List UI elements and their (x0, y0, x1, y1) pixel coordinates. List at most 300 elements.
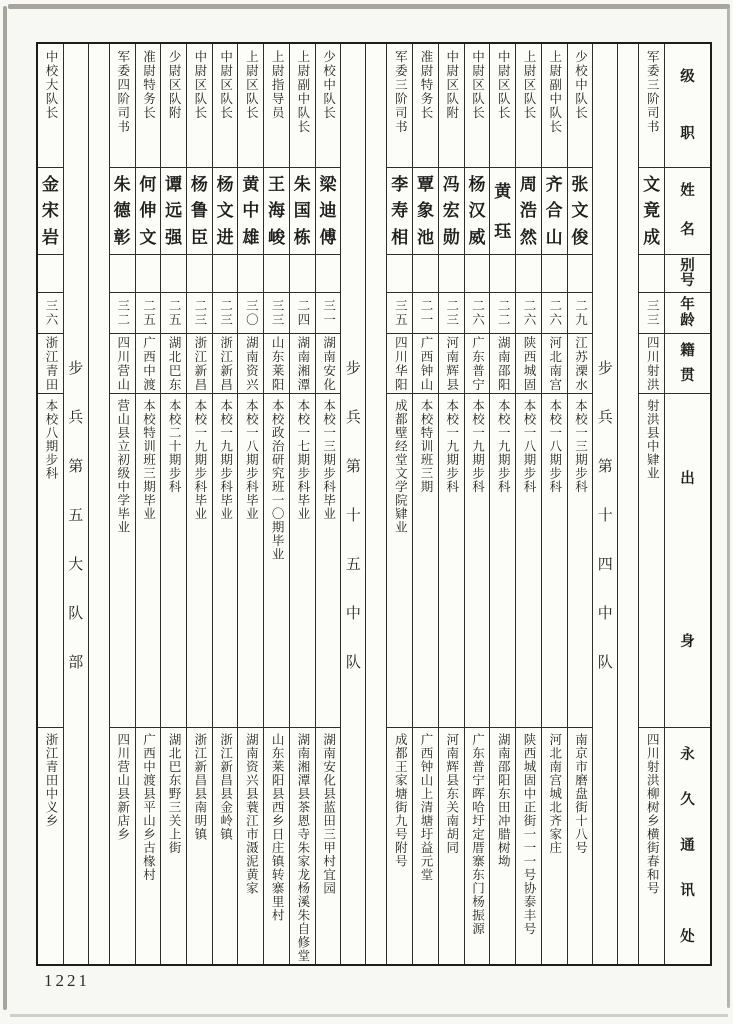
alias-cell (568, 255, 593, 293)
name-cell-char: 海 (268, 201, 286, 221)
address-cell-text: 浙江新昌县金岭镇 (218, 733, 233, 841)
alias-cell (136, 255, 161, 293)
rank-cell (413, 44, 438, 168)
header-permanent-address-char: 讯 (680, 883, 695, 900)
name-cell-char: 寿 (391, 201, 409, 221)
rank-cell (316, 44, 341, 168)
spacer-cell (89, 44, 109, 964)
name-cell (387, 168, 412, 255)
name-cell-char: 梁 (319, 174, 337, 194)
education-cell (490, 394, 515, 728)
scan-edge-left (3, 6, 7, 1010)
native-place-cell (238, 334, 263, 394)
address-cell-text: 四川营山县新店乡 (115, 733, 130, 841)
education-cell-text: 本校一三期步科毕业 (321, 399, 336, 521)
education-cell (136, 394, 161, 728)
rank-cell-text: 准尉特务长 (419, 50, 434, 120)
name-cell-char: 文 (571, 201, 589, 221)
native-place-cell-text: 湖南湘潭 (295, 336, 310, 392)
age-cell-text: 二九 (573, 299, 588, 327)
native-place-cell (439, 334, 464, 394)
native-place-cell (264, 334, 289, 394)
native-place-cell (465, 334, 490, 394)
education-cell (290, 394, 315, 728)
address-cell-text: 南京市磨盘街十八号 (573, 733, 588, 855)
section-title-char: 五 (68, 508, 84, 524)
education-cell (639, 394, 664, 728)
name-cell-char: 峻 (268, 228, 286, 248)
address-cell (110, 728, 135, 964)
name-cell (516, 168, 541, 255)
name-cell-char: 朱 (113, 174, 131, 194)
section-title-char: 十 (597, 508, 613, 524)
rank-cell (568, 44, 593, 168)
education-cell-text: 本校一八期步科 (547, 399, 562, 494)
address-cell (187, 728, 212, 964)
rank-cell-text: 中尉区队长 (470, 50, 485, 120)
section-column (340, 44, 365, 964)
header-age-char: 龄 (680, 312, 695, 329)
section-title-char: 中 (597, 606, 613, 622)
name-cell-char: 强 (165, 228, 183, 248)
name-cell-char: 何 (139, 174, 157, 194)
address-cell (413, 728, 438, 964)
age-cell (213, 293, 238, 334)
name-cell-char: 汉 (468, 201, 486, 221)
name-cell-char: 鲁 (190, 201, 208, 221)
education-cell-text: 射洪县中肄业 (645, 399, 660, 480)
section-title-char: 十 (345, 508, 361, 524)
header-background-char: 身 (680, 633, 695, 650)
person-column (160, 44, 186, 964)
address-cell-text: 湖南邵阳东田冲腊树坳 (496, 733, 511, 868)
header-native-place (665, 334, 710, 394)
rank-cell-text: 军委四阶司书 (115, 50, 130, 134)
rank-cell-text: 军委三阶司书 (645, 50, 660, 134)
name-cell-char: 珏 (494, 221, 512, 241)
name-cell (413, 168, 438, 255)
alias-cell (542, 255, 567, 293)
education-cell (568, 394, 593, 728)
header-alias-char: 别 (680, 258, 695, 274)
alias-cell (38, 255, 63, 293)
rank-cell (465, 44, 490, 168)
header-permanent-address-char: 久 (680, 792, 695, 809)
age-cell-text: 三六 (43, 299, 58, 327)
native-place-cell-text: 浙江新昌 (218, 336, 233, 392)
education-cell-text: 本校特训班三期 (419, 399, 434, 494)
age-cell (568, 293, 593, 334)
section-title-char: 兵 (68, 410, 84, 426)
address-cell (542, 728, 567, 964)
native-place-cell-text: 四川射洪 (645, 336, 660, 392)
age-cell-text: 二一 (419, 299, 434, 327)
header-native-place-char: 籍 (680, 342, 695, 359)
age-cell (387, 293, 412, 334)
education-cell (264, 394, 289, 728)
name-cell-char: 宋 (41, 201, 59, 221)
rank-cell (187, 44, 212, 168)
name-cell-char: 栋 (293, 228, 311, 248)
header-alias-char: 号 (680, 272, 695, 289)
age-cell-text: 二五 (141, 299, 156, 327)
education-cell (439, 394, 464, 728)
address-cell (238, 728, 263, 964)
rank-cell (213, 44, 238, 168)
alias-cell (516, 255, 541, 293)
name-cell-char: 谭 (165, 174, 183, 194)
name-cell-char: 彰 (113, 228, 131, 248)
header-rank-char: 级 (680, 68, 695, 85)
section-title-char: 大 (68, 557, 84, 573)
address-cell (639, 728, 664, 964)
education-cell-text: 成都壁经堂文学院肄业 (393, 399, 408, 534)
native-place-cell-text: 河南辉县 (444, 336, 459, 392)
native-place-cell-text: 江苏溧水 (573, 336, 588, 392)
native-place-cell (110, 334, 135, 394)
native-place-cell (316, 334, 341, 394)
person-column (263, 44, 289, 964)
age-cell-text: 三三 (645, 299, 660, 327)
age-cell (264, 293, 289, 334)
education-cell-text: 本校一八期步科 (521, 399, 536, 494)
name-cell-char: 然 (519, 228, 537, 248)
spacer-column (365, 44, 386, 964)
education-cell-text: 本校八期步科 (43, 399, 58, 480)
age-cell (490, 293, 515, 334)
address-cell (439, 728, 464, 964)
rank-cell-text: 中尉区队长 (496, 50, 511, 120)
age-cell-text: 三五 (393, 299, 408, 327)
education-cell (110, 394, 135, 728)
name-cell (161, 168, 186, 255)
header-native-place-char: 贯 (680, 368, 695, 384)
name-cell (213, 168, 238, 255)
name-cell-char: 冯 (442, 174, 460, 194)
section-title-char: 兵 (345, 410, 361, 426)
name-cell-char: 臣 (190, 228, 208, 248)
rank-cell (110, 44, 135, 168)
address-cell-text: 广东普宁晖哈圩定厝寨东门杨振源 (470, 733, 485, 936)
address-cell-text: 成都王家塘街九号附号 (393, 733, 408, 868)
person-column (438, 44, 464, 964)
header-age (665, 293, 710, 334)
age-cell (38, 293, 63, 334)
address-cell-text: 河北南宫城北齐家庄 (547, 733, 562, 855)
native-place-cell-text: 浙江青田 (43, 336, 58, 392)
address-cell-text: 湖南安化县蓝田三甲村宜园 (321, 733, 336, 895)
section-title-char: 队 (597, 655, 613, 671)
person-column (289, 44, 315, 964)
section-title (593, 44, 617, 964)
education-cell (187, 394, 212, 728)
age-cell (290, 293, 315, 334)
name-cell-char: 浩 (519, 201, 537, 221)
native-place-cell-text: 湖南邵阳 (496, 336, 511, 392)
address-cell-text: 广西中渡县平山乡古椽村 (141, 733, 156, 882)
address-cell (316, 728, 341, 964)
header-permanent-address-char: 通 (680, 837, 695, 854)
spacer-column (617, 44, 638, 964)
name-cell-char: 相 (391, 228, 409, 248)
rank-cell-text: 上尉区队长 (244, 50, 259, 120)
name-cell (542, 168, 567, 255)
name-cell-char: 山 (545, 228, 563, 248)
name-cell (639, 168, 664, 255)
native-place-cell-text: 湖北巴东 (167, 336, 182, 392)
native-place-cell-text: 四川营山 (115, 336, 130, 392)
person-column (109, 44, 135, 964)
alias-cell (187, 255, 212, 293)
address-cell (387, 728, 412, 964)
name-cell (110, 168, 135, 255)
section-title (341, 44, 365, 964)
name-cell (439, 168, 464, 255)
native-place-cell-text: 陕西城固 (521, 336, 536, 392)
name-cell-char: 覃 (416, 174, 434, 194)
native-place-cell (136, 334, 161, 394)
header-age-char: 年 (680, 296, 695, 313)
rank-cell-text: 上尉副中队长 (547, 50, 562, 134)
rank-cell (639, 44, 664, 168)
person-column (464, 44, 490, 964)
rank-cell-text: 中尉区队长 (192, 50, 207, 120)
age-cell-text: 二三 (218, 299, 233, 327)
age-cell (413, 293, 438, 334)
name-cell-char: 中 (242, 201, 260, 221)
age-cell (439, 293, 464, 334)
name-cell-char: 象 (416, 201, 434, 221)
age-cell (465, 293, 490, 334)
native-place-cell (516, 334, 541, 394)
person-column (489, 44, 515, 964)
address-cell-text: 湖北巴东野三关上街 (167, 733, 182, 855)
education-cell-text: 本校二十期步科 (167, 399, 182, 494)
rank-cell-text: 准尉特务长 (141, 50, 156, 120)
education-cell-text: 本校政治研究班一〇期毕业 (270, 399, 285, 561)
rank-cell-text: 中尉区队长 (218, 50, 233, 120)
header-name (665, 168, 710, 255)
rank-cell (38, 44, 63, 168)
name-cell-char: 国 (293, 201, 311, 221)
education-cell-text: 本校一九期步科毕业 (192, 399, 207, 521)
name-cell-char: 德 (113, 201, 131, 221)
age-cell (316, 293, 341, 334)
person-column (567, 44, 593, 964)
person-column (638, 44, 664, 964)
section-title-char: 五 (345, 557, 361, 573)
name-cell (568, 168, 593, 255)
age-cell-text: 二三 (192, 299, 207, 327)
person-column (186, 44, 212, 964)
age-cell (187, 293, 212, 334)
native-place-cell (568, 334, 593, 394)
person-column (38, 44, 63, 964)
rank-cell (238, 44, 263, 168)
rank-cell (439, 44, 464, 168)
spacer-cell (366, 44, 386, 964)
header-column (664, 44, 710, 964)
section-title-char: 第 (345, 459, 361, 475)
roster-table (36, 42, 712, 966)
header-name-char: 姓 (680, 183, 695, 200)
age-cell-text: 二二 (496, 299, 511, 327)
rank-cell-text: 军委三阶司书 (393, 50, 408, 134)
section-title-char: 部 (68, 655, 84, 671)
rank-cell (490, 44, 515, 168)
age-cell (110, 293, 135, 334)
age-cell (136, 293, 161, 334)
person-column (412, 44, 438, 964)
address-cell (161, 728, 186, 964)
name-cell-char: 金 (41, 174, 59, 194)
address-cell-text: 山东莱阳县西乡日庄镇转寨里村 (270, 733, 285, 922)
age-cell-text: 二四 (295, 299, 310, 327)
section-title-char: 第 (68, 459, 84, 475)
name-cell-char: 池 (416, 228, 434, 248)
native-place-cell-text: 湖南资兴 (244, 336, 259, 392)
name-cell (187, 168, 212, 255)
alias-cell (161, 255, 186, 293)
native-place-cell (161, 334, 186, 394)
address-cell-text: 陕西城固中正街一一一号协泰丰号 (521, 733, 536, 936)
name-cell-char: 张 (571, 174, 589, 194)
education-cell (413, 394, 438, 728)
name-cell-char: 伸 (139, 201, 157, 221)
rank-cell (161, 44, 186, 168)
native-place-cell-text: 湖南安化 (321, 336, 336, 392)
person-column (515, 44, 541, 964)
age-cell-text: 三二 (115, 299, 130, 327)
name-cell (316, 168, 341, 255)
rank-cell (136, 44, 161, 168)
alias-cell (490, 255, 515, 293)
native-place-cell (187, 334, 212, 394)
alias-cell (316, 255, 341, 293)
education-cell-text: 本校一九期步科 (496, 399, 511, 494)
name-cell (136, 168, 161, 255)
address-cell (465, 728, 490, 964)
alias-cell (238, 255, 263, 293)
education-cell-text: 本校一九期步科 (444, 399, 459, 494)
name-cell-char: 黄 (494, 181, 512, 201)
native-place-cell-text: 广西中渡 (141, 336, 156, 392)
person-column (315, 44, 341, 964)
age-cell-text: 二五 (167, 299, 182, 327)
header-permanent-address (665, 728, 710, 964)
age-cell-text: 二六 (470, 299, 485, 327)
name-cell (238, 168, 263, 255)
native-place-cell (213, 334, 238, 394)
header-permanent-address-char: 永 (680, 746, 695, 763)
name-cell-char: 傅 (319, 228, 337, 248)
alias-cell (387, 255, 412, 293)
age-cell (238, 293, 263, 334)
name-cell (290, 168, 315, 255)
name-cell-char: 李 (391, 174, 409, 194)
alias-cell (290, 255, 315, 293)
education-cell (387, 394, 412, 728)
age-cell (161, 293, 186, 334)
native-place-cell (490, 334, 515, 394)
rank-cell-text: 上尉区队长 (521, 50, 536, 120)
education-cell (238, 394, 263, 728)
education-cell-text: 本校一八期步科毕业 (244, 399, 259, 521)
name-cell (465, 168, 490, 255)
education-cell (465, 394, 490, 728)
address-cell (290, 728, 315, 964)
education-cell (516, 394, 541, 728)
rank-cell (516, 44, 541, 168)
rank-cell (290, 44, 315, 168)
scan-edge-top (8, 4, 730, 9)
rank-cell-text: 少尉区队附 (167, 50, 182, 120)
address-cell (38, 728, 63, 964)
rank-cell-text: 上尉指导员 (270, 50, 285, 120)
address-cell-text: 广西钟山上清塘圩益元堂 (419, 733, 434, 882)
spacer-column (88, 44, 109, 964)
name-cell-char: 文 (139, 228, 157, 248)
alias-cell (264, 255, 289, 293)
name-cell-char: 杨 (468, 174, 486, 194)
header-background-char: 出 (680, 471, 695, 487)
address-cell (490, 728, 515, 964)
age-cell (542, 293, 567, 334)
header-alias (665, 255, 710, 293)
section-title-char: 兵 (597, 410, 613, 426)
name-cell-char: 文 (216, 201, 234, 221)
name-cell-char: 周 (519, 174, 537, 194)
address-cell (568, 728, 593, 964)
rank-cell-text: 中校大队长 (43, 50, 58, 120)
rank-cell-text: 少校中队长 (573, 50, 588, 120)
header-rank-char: 职 (680, 126, 695, 142)
person-column (541, 44, 567, 964)
address-cell-text: 四川射洪柳树乡横街春和号 (645, 733, 660, 895)
section-title-char: 步 (345, 361, 361, 377)
name-cell-char: 朱 (293, 174, 311, 194)
name-cell-char: 齐 (545, 174, 563, 194)
native-place-cell-text: 四川华阳 (393, 336, 408, 392)
native-place-cell (290, 334, 315, 394)
age-cell-text: 三〇 (244, 299, 259, 327)
education-cell (213, 394, 238, 728)
address-cell-text: 浙江青田中义乡 (43, 733, 58, 828)
scan-edge-bottom (10, 1014, 728, 1017)
native-place-cell-text: 浙江新昌 (192, 336, 207, 392)
native-place-cell-text: 广西钟山 (419, 336, 434, 392)
person-column (135, 44, 161, 964)
rank-cell (542, 44, 567, 168)
name-cell (490, 168, 515, 255)
name-cell-char: 黄 (242, 174, 260, 194)
education-cell (316, 394, 341, 728)
page-number: 1221 (44, 971, 90, 990)
name-cell-char: 成 (643, 228, 661, 248)
section-title (64, 44, 88, 964)
education-cell-text: 本校特训班三期毕业 (141, 399, 156, 521)
scan-edge-right (727, 8, 730, 1008)
name-cell (264, 168, 289, 255)
address-cell-text: 浙江新昌县南明镇 (192, 733, 207, 841)
rank-cell-text: 中尉区队附 (444, 50, 459, 120)
address-cell-text: 河南辉县东关南胡同 (444, 733, 459, 855)
alias-cell (439, 255, 464, 293)
age-cell (639, 293, 664, 334)
section-title-char: 步 (597, 361, 613, 377)
section-column (592, 44, 617, 964)
person-column (212, 44, 238, 964)
